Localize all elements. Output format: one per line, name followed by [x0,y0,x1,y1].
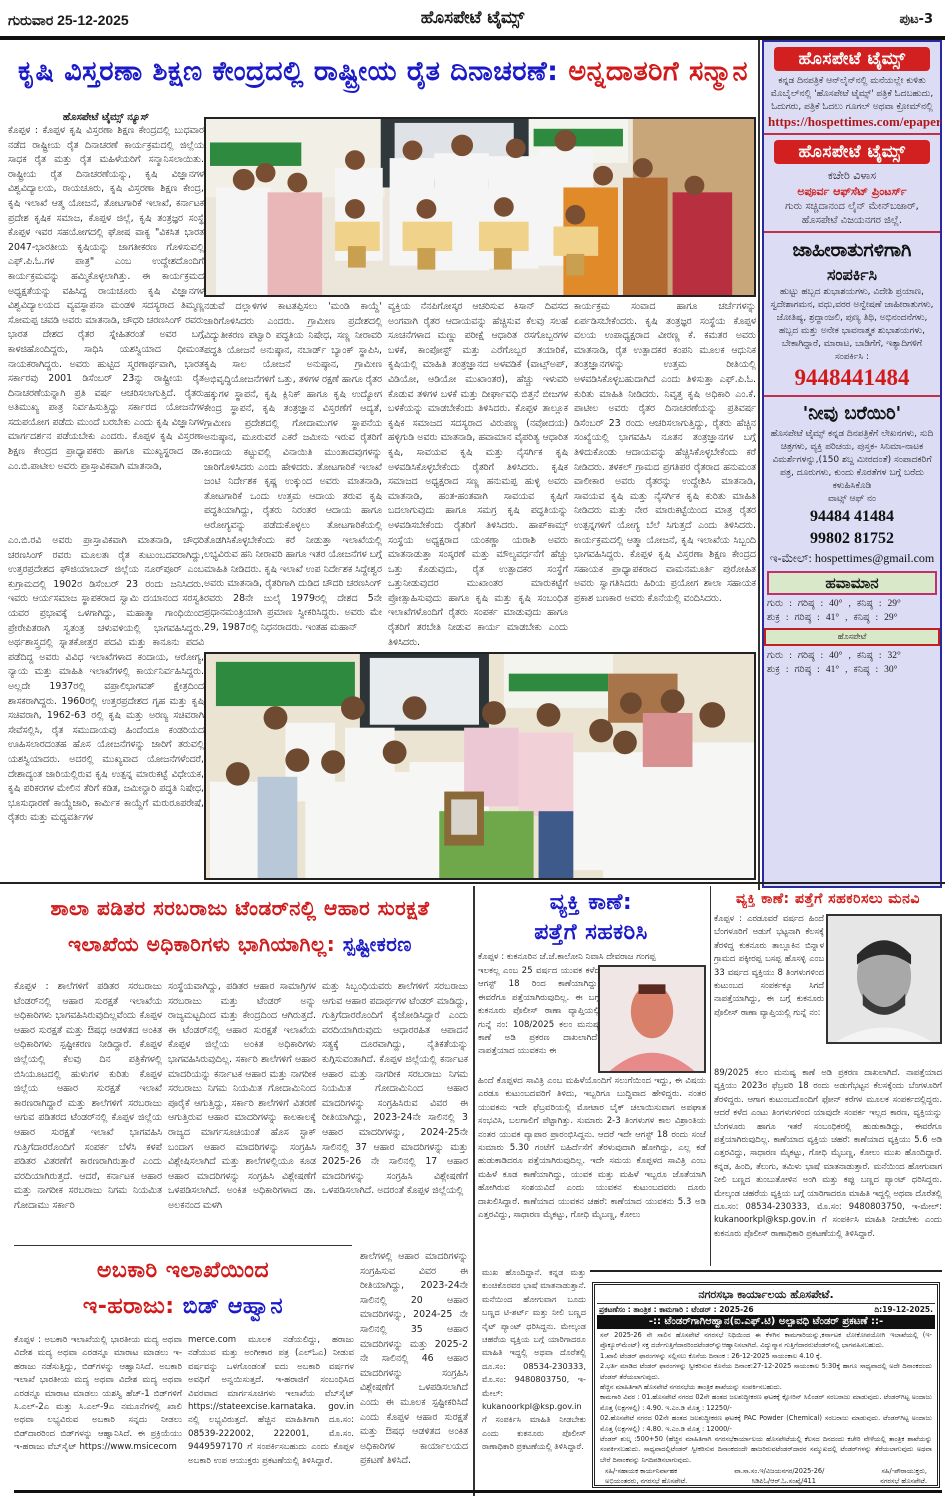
weather-max-label: ಗರಿಷ್ಠ [797,599,815,609]
weather-max-label: ಗರಿಷ್ಠ [797,651,815,661]
lead-body-col1-top: ಕೊಪ್ಪಳ : ಕೊಪ್ಪಳ ಕೃಷಿ ವಿಸ್ತರಣಾ ಶಿಕ್ಷಣ ಕೇಂದ್ರದಲ್ಲಿ ಬುಧವಾರ ನಡೆದ ರಾಷ್ಟ್ರೀಯ ರೈತ ದಿನಾಚರಣೆ ಕಾರ್ಯಕ್ರಮದಲ್ಲಿ ಜಿಲ್ಲೆಯ ಸಾಧಕ ರೈತ ಮತ್ತು ರೈತ ಮಹಿಳೆಯರಿಗೆ ಸನ್ಮಾನಿಸಲಾಯಿತು. ರಾಷ್ಟ್ರೀಯ ರೈತ ದಿನಾಚರಣೆಯನ್ನು, ಕೃಷಿ ವಿಜ್ಞಾನಗಳ ವಿಶ್ವವಿದ್ಯಾಲಯ, ರಾಯಚೂರು, ಕೃಷಿ ವಿಸ್ತರಣಾ ಶಿಕ್ಷಣ ಕೇಂದ್ರ, ಕೃಷಿ ಇಲಾಖೆ ಆತ್ಮ ಯೋಜನೆ, ತೋಟಗಾರಿಕೆ ಇಲಾಖೆ, ಕರ್ನಾಟಕ ಪ್ರದೇಶ ಕೃಷಿಕ ಸಮಾಜ, ಕೊಪ್ಪಳ ಜಿಲ್ಲೆ, ಕೃಷಿ ತಂತ್ರಜ್ಞರ ಸಂಸ್ಥೆ ಕೊಪ್ಪಳ ಇವರ ಸಹಯೋಗದಲ್ಲಿ ಘೋಷ ವಾಕ್ಯ "ವಿಕಸಿತ ಭಾರತ 2047-ಭಾರತೀಯ ಕೃಷಿಯನ್ನು ಜಾಗತೀಕರಣ ಗೊಳಿಸುವಲ್ಲಿ ಎಫ್.ಪಿ.ಓ.ಗಳ ಪಾತ್ರ" ಎಂಬ ಉದ್ದೇಶದೊಂದಿಗೆ ಕಾರ್ಯಕ್ರಮವನ್ನು ಹಮ್ಮಿಕೊಳ್ಳಲಾಗಿತ್ತು. ಈ ಕಾರ್ಯಕ್ರಮದ ಅಧ್ಯಕ್ಷತೆಯನ್ನು ವಹಿಸಿದ್ದ ರಾಯಚೂರು ಕೃಷಿ ವಿಜ್ಞಾನಗಳ ವಿಶ್ವವಿದ್ಯಾಲಯದ ವ್ಯವಸ್ಥಾಪನಾ ಮಂಡಳಿ ಸದಸ್ಯರಾದ ತಿಮ್ಮಣ್ಣ ಸೋಮಪ್ಪ ಚವಡಿ ಅವರು ಮಾತನಾಡಿ, ಚೌಧರಿ ಚರಣಸಿಂಗ್ ರವರು ಭಾರತ ದೇಶದ ರೈತರ ಸ್ನೇಹಿತರಂತೆ ಅವರ ಬಗ್ಗೆ ಕಾಳಜಿಹೊಂದಿದ್ದರು, ಸಾಧಿಸಿ ಯಶಸ್ವಿಯಾದ ಧೀಮಂತ ನಾಯಕರಾಗಿದ್ದರು. ಅವರು ಹುಟ್ಟಿದ ಸ್ಮರಣಾರ್ಥವಾಗಿ, ಭಾರತ ಸರ್ಕಾರವು 2001 ಡಿಸೆಂಬರ್ 23ನ್ನು ರಾಷ್ಟ್ರೀಯ ರೈತ ದಿನಾಚರಣೆಯನ್ನಾಗಿ ಪ್ರತಿ ವರ್ಷ ಆಚರಿಸಲಾಗುತ್ತಿದೆ. ರೈತರು ಅತಿಮುಖ್ಯ ಪಾತ್ರ ನಿರ್ವಹಿಸುತ್ತಿದ್ದು ಸರ್ಕಾರದ ಯೋಜನೆಗಳ ಸದುಪಯೋಗ ಪಡೆದು ಮುಂದೆ ಬರಬೇಕು ಎಂದು ಕೃಷಿ ವಿಜ್ಞಾನಿಗಳ ಮಾರ್ಗದರ್ಶನ ಪಡೆಯಬೇಕು ಎಂದರು. ಕೊಪ್ಪಳ ಕೃಷಿ ವಿಸ್ತರಣಾ ಶಿಕ್ಷಣ ಕೇಂದ್ರದ ಪ್ರಾಧ್ಯಾಪಕರು ಹಾಗೂ ಮುಖ್ಯಸ್ಥರಾದ ಡಾ. ಎಂ.ಬಿ.ಪಾಟೀಲ ಅವರು ಪ್ರಾಸ್ತಾವಿಕವಾಗಿ ಮಾತನಾಡಿ, [8,125,204,472]
missing1-body: ಹಿಂದೆ ಕೊಪ್ಪಳದ ಸಾವಿತ್ರಿ ಎಂಬ ಮಹಿಳೆಯೊಂದಿಗೆ ಸಲುಗೆಯಿಂದ ಇದ್ದು, ಈ ವಿಷಯ ಎರಡೂ ಕುಟುಂಬದವರಿಗೆ ತಿಳಿದು, ಇಬ್ಬರಿಗೂ ಬುದ್ದಿವಾದ ಹೇಳಿದ್ದರು. ನಂತರ ಯುವಕನು ಇದೇ ಫೆಬ್ರವರಿಯಲ್ಲಿ ಮೋಟಾರ ಬೈಕ್ ಚಲಾಯಿಸುವಾಗ ಅಪಘಾತ ಸಂಭವಿಸಿ, ಬಲಗಾಲಿಗೆ ಪೆಟ್ಟಾಗಿತ್ತು. ಸುಮಾರು 2-3 ತಿಂಗಳುಗಳ ಕಾಲ ವಿಶ್ರಾಂತಿಯ ನಂತರ ಯುವಕ ವ್ಯಾಪಾರ ಪ್ರಾರಂಭಿಸಿದ್ದನು. ಆದರೆ ಇದೇ ಆಗಸ್ಟ್ 18 ರಂದು ಸಂಜೆ ಸುಮಾರು 5.30 ಗಂಟೆಗೆ ಬಹಿರ್ದೆಸೆಗೆ ತೆರಳುವುದಾಗಿ ಹೋಗಿದ್ದು, ಎಲ್ಲ ಕಡೆ ಹುಡುಕಾಡಿದರೂ ಪತ್ತೆಯಾಗಿರುವುದಿಲ್ಲ. ಇದೇ ಸಮಯ ಕೊಪ್ಪಳದ ಸಾವಿತ್ರಿ ಎಂಬ ಮಹಿಳೆ ಕೂಡ ಕಾಣೆಯಾಗಿದ್ದು, ಯುವಕ ಮತ್ತು ಮಹಿಳೆ ಇಬ್ಬರೂ ಜೊತೆಯಾಗಿ ಹೋಗಿರುವ ಸಂಶಯವಿದೆ ಎಂದು ಯುವಕನ ಕುಟುಂಬದವರು ದೂರು ದಾಖಲಿಸಿದ್ದಾರೆ. ಕಾಣೆಯಾದ ಯುವಕನ ಚಹರೆ: ಕಾಣೆಯಾದ ಯುವಕನು 5.3 ಅಡಿ ಎತ್ತರವಿದ್ದು, ಸಾಧಾರಣ ಮೈಕಟ್ಟು, ಗೋಧಿ ಮೈಬಣ್ಣ, ಕೋಲು [478,1076,706,1221]
excise-body-col2: merce.com ಮೂಲಕ ನಡೆಯಲಿದ್ದು, ಹರಾಜು ನಡೆಯುವ ಮತ್ತು ಅಂಗೀಕಾರ ಪತ್ರ (ಎಲ್‌ಓಎ) ನೀಡುವ ವರ್ಷವನ್ನು ಒಳಗೊಂಡಂತೆ ಐದು ಅಬಕಾರಿ ವರ್ಷಗಳ ಅವಧಿಗೆ ಅನ್ವಯಿಸುತ್ತದೆ. ಇ-ಹರಾಜಿಗೆ ಸಂಬಂಧಿಸಿದ ವಿವರವಾದ ಮಾರ್ಗಸೂಚಿಗಳು ಇಲಾಖೆಯ ವೆಬ್‌ಸೈಟ್ https://stateexcise.karnataka. gov.in ನಲ್ಲಿ ಲಭ್ಯವಿರುತ್ತದೆ. ಹೆಚ್ಚಿನ ಮಾಹಿತಿಗಾಗಿ ದೂ.ಸಂ: 08539-222002, 222001, ಮೊ.ಸಂ. 9449597170 ಗೆ ಸಂಪರ್ಕಿಸಬಹುದು ಎಂದು ಕೊಪ್ಪಳ ಅಬಕಾರಿ ಉಪ ಆಯುಕ್ತರು ಪ್ರಕಟಣೆಯಲ್ಲಿ ತಿಳಿಸಿದ್ದಾರೆ. [188,1335,354,1466]
food-body-col2: ಸಂಸ್ಥೆಯವಾಗಿದ್ದು, ಪಡಿತರ ಆಹಾರ ಸಾಮಾಗ್ರಿಗಳ ಸರಬರಾಜು ಮತ್ತು ಟೆಂಡರ್ ಅನ್ನು ರಾಜ್ಯಮಟ್ಟದಿಂದ ಮತ್ತು ಕೇಂದ್ರದಿಂದ ಆಗಿರುತ್ತದೆ. ಈ ಟೆಂಡರ್‌ನಲ್ಲಿ ಆಹಾರ ಸುರಕ್ಷತೆ ಇಲಾಖೆಯ ಕೊಪ್ಪಳ ಜಿಲ್ಲೆಯ ಅಂಕಿತ ಅಧಿಕಾರಿಗಳು ಭಾಗವಹಿಸಿರುವುದಿಲ್ಲ. ಸರ್ಕಾರಿ ಶಾಲೆಗಳಿಗೆ ಆಹಾರ ಮಾದರಿಯನ್ನು ಕರ್ನಾಟಕ ಆಹಾರ ಮತ್ತು ನಾಗರೀಕ ಸರಬರಾಜು ನಿಗಮ ನಿಯಮಿತ ಗೋದಾಮಿನಿಂದ ಪೂರೈಕೆ ಆಗುತ್ತಿದ್ದು, ಸರ್ಕಾರಿ ಶಾಲೆಗಳಿಗೆ ವಿತರಣೆ ಆಗುತ್ತಿರುವ ಆಹಾರ ಮಾದರಿಗಳನ್ನು ಕಾಲಕಾಲಕ್ಕೆ ರಾಜ್ಯದ ಮಾರ್ಗಸೂಚಿಯಂತೆ ಹೊಸ ಸ್ಟಾಕ್ ಬಂದಾಗ ಆಹಾರ ಮಾದರಿಗಳನ್ನು ಸಂಗ್ರಹಿಸಿ ವಿಶ್ಲೇಷಿಸಲಾಗಿದೆ ಮತ್ತು ಶಾಲೆಗಳಲ್ಲಿಯೂ ಕೂಡ ಆಹಾರ ಮಾದರಿಗಳನ್ನು ಸಂಗ್ರಹಿಸಿ ವಿಶ್ಲೇಷಣೆಗೆ ಒಳಪಡಿಸಲಾಗಿದೆ. ಅಂಕಿತ ಅಧಿಕಾರಿಗಳಾದ ಡಾ. ಅಲಕನಂದ ಮಳಗಿ [168,981,316,1211]
weather-min: 32° [887,651,901,661]
lead-headline-red: ಅನ್ನದಾತರಿಗೆ ಸನ್ಮಾನ [568,56,749,87]
weather-box [764,571,940,677]
sig-right-1: ಸಹಿ/-ಪೌರಾಯುಕ್ತರು, [881,1467,927,1476]
lead-photo-felicitation [204,117,756,297]
lead-body-col3: ವ್ಯಕ್ತಿಯ ನೆನಪಿಗೋಸ್ಕರ ಆಚರಿಸುವ ಕಿಸಾನ್ ದಿವಸದ ಅಂಗವಾಗಿ ರೈತರ ಆದಾಯವನ್ನು ಹೆಚ್ಚಿಸುವ ಕೆಲವು ಸಲಹೆ ಸೂಚನೆಗಳಾದ ಮಣ್ಣು ಪರೀಕ್ಷೆ ಆಧಾರಿತ ರಸಗೊಬ್ಬರಗಳ ಬಳಕೆ, ಕಾಂಪೋಸ್ಟ್ ಮತ್ತು ಎರೆಗೊಬ್ಬರ ತಯಾರಿಕೆ, ಕೃಷಿಯಲ್ಲಿ ಮಾಹಿತಿ ತಂತ್ರಜ್ಞಾನದ ಅಳವಡಿಕೆ (ವಾಟ್ಸ್‌ಅಪ್, ವಿಡಿಯೋ, ಆಡಿಯೋ ಮುಖಾಂತರ), ಹೆಚ್ಚು ಇಳುವರಿ ಕೊಡುವ ತಳಿಗಳ ಬಳಕೆ ಮತ್ತು ದೀರ್ಘಾವಧಿ ಬಿತ್ತನೆ ಬೀಜಗಳ ಬಳಕೆಯನ್ನು ಮಾಡಬೇಕೆಂದು ತಿಳಿಸಿದರು. ಕೊಪ್ಪಳ ತಾಲ್ಲೂಕ ಕೃಷಿಕ ಸಮಾಜದ ಸದಸ್ಯರಾದ ವಿರುಪಣ್ಣ (ನವೋದಯ) ಹಳ್ಳಿಗುಡಿ ಅವರು ಮಾತನಾಡಿ, ಹವಾಮಾನ ವೈಪರಿತ್ಯ ಆಧಾರಿತ ಕೃಷಿ, ಸಾವಯವ ಕೃಷಿ ಮತ್ತು ನೈಸರ್ಗಿಕ ಕೃಷಿ ಅಳವಡಿಸಿಕೊಳ್ಳಬೇಕೆಂದು ರೈತರಿಗೆ ತಿಳಿಸಿದರು. ಕೃಷಿಕ ಸಮಾಜದ ಅಧ್ಯಕ್ಷರಾದ ಸಣ್ಣ ಹನುಮಪ್ಪ ಹುಳ್ಳಿ ಅವರು ಮಾತನಾಡಿ, ಹಂತ-ಹಂತವಾಗಿ ಸಾವಯವ ಕೃಷಿಗೆ ಬದಲಾಗುವುದು ಹಾಗೂ ಸಮಗ್ರ ಕೃಷಿ ಪದ್ಧತಿಯನ್ನು ಅಳವಡಿಸಬೇಕೆಂದು ರೈತರಿಗೆ ತಿಳಿಸಿದರು. ಹಾಪ್‌ಕಾಮ್ಸ್ ಸಂಸ್ಥೆಯ ಅಧ್ಯಕ್ಷರಾದ ಯಂಕಣ್ಣಾ ಯರಾಶಿ ಅವರು ಮಾತನಾಡುತ್ತಾ ಸಂಸ್ಕರಣೆ ಮತ್ತು ಮೌಲ್ಯವರ್ಧನೆಗೆ ಹೆಚ್ಚು ಒತ್ತು ಕೊಡುವುದು, ರೈತ ಉತ್ಪಾದಕರ ಸಂಸ್ಥೆಗೆ ಒತ್ತುನೀಡುವುದರ ಮುಖಾಂತರ ಮಾರುಕಟ್ಟೆಗೆ ಪ್ರೋತ್ಸಾಹಿಸುವುದು ಹಾಗೂ ಕೃಷಿ ಮತ್ತು ಕೃಷಿ ಸಂಬಂಧಿತ ಇಲಾಖೆಗಳೊಂದಿಗೆ ರೈತರು ಸಂಪರ್ಕ ಮಾಡುವುದು ಹಾಗೂ ರೈತರಿಗೆ ತರಬೇತಿ ನೀಡುವ ಕಾರ್ಯ ಮಾಡಬೇಕು ಎಂದು ತಿಳಿಸಿದರು. [388,301,568,648]
weather-heading: ಹವಾಮಾನ [767,571,937,595]
weather-city-row: ಶುಕ್ರ : ಗರಿಷ್ಠ : 41° , ಕನಿಷ್ಠ : 30° [767,665,898,675]
notice-item-2: 2.ಭರ್ತಿ ಮಾಡಿದ ಟೆಂಡರ್ ಫಾರಂಗಳನ್ನು ಸ್ವೀಕರಿಸುವ ಕೊನೆಯ ದಿನಾಂಕ:27-12-2025 ಸಾಯಂಕಾಲ 5:30ಕ್ಕೆ ಹಾಗೂ ಸಾಧ್ಯವಾದಲ್ಲಿ ಅದೇ ದಿನಾಂಕದಂದು ಟೆಂಡರ್ ತೆರೆಯಲಾಗುವುದು. [600,1362,932,1381]
weather-min-label: ಕನಿಷ್ಠ [853,665,870,675]
food-headline-line2-red: ಇಲಾಖೆಯ ಅಧಿಕಾರಿಗಳು ಭಾಗಿಯಾಗಿಲ್ಲ: [68,932,336,956]
missing1-headline-line1: ವ್ಯಕ್ತಿ ಕಾಣೆ: [549,890,633,915]
email-address[interactable]: hospettimes@gmail.com [814,551,935,565]
lead-body-col1-bottom: ಎಂ.ಬಿ.ರವಿ ಅವರು ಪ್ರಾಸ್ತಾವಿಕವಾಗಿ ಮಾತನಾಡಿ, ಚೌಧರಿ ಚರಣಸಿಂಗ್ ರವರು ಮೂಲತಃ ರೈತ ಕುಟುಂಬದವರಾಗಿದ್ದು, ಉತ್ತರಪ್ರದೇಶದ ಘೌಜಿಯಾಬಾದ್ ಜಿಲ್ಲೆಯ ನೂರ್‌ಪೂರ್ ಎಂಬ ಕುಗ್ರಾಮದಲ್ಲಿ 1902ರ ಡಿಸೆಂಬರ್ 23 ರಂದು ಜನಿಸಿದರು. ಇವರು ಆರ್ಯಸಮಾಜ ಸ್ಥಾಪಕರಾದ ಸ್ವಾಮಿ ದಯಾನಂದ ಸರಸ್ವತಿ ಯವರ ಪ್ರಭಾವಕ್ಕೆ ಒಳಗಾಗಿದ್ದು, ಮಹಾತ್ಮಾ ಗಾಂಧಿಯಿಂದ ಪ್ರೇರೇಪಿತರಾಗಿ ಸ್ವತಂತ್ರ ಚಳುವಳಿಯಲ್ಲಿ ಭಾಗವಹಿಸಿದ್ದರು. ಅರ್ಥಶಾಸ್ತ್ರದಲ್ಲಿ ಸ್ನಾತಕೋತ್ತರ ಪದವಿ ಮತ್ತು ಕಾನೂನು ಪದವಿ ಪಡೆದಿದ್ದ ಅವರು ವಿವಿಧ ಇಲಾಖೆಗಳಾದ ಕಂದಾಯ, ಆರೋಗ್ಯ, ನ್ಯಾಯ ಮತ್ತು ಮಾಹಿತಿ ಇಲಾಖೆಗಳಲ್ಲಿ ಕಾರ್ಯನಿರ್ವಹಿಸಿದ್ದರು. ಅಲ್ಲದೇ 1937ರಲ್ಲಿ ವಪ್ರಾಲಿಭಾಗವತ್ ಕ್ಷೇತ್ರದಿಂದ ಶಾಸಕರಾಗಿದ್ದರು. 1960ರಲ್ಲಿ ಉತ್ತರಪ್ರದೇಶದ ಗೃಹ ಮತ್ತು ಕೃಷಿ ಸಚಿವರಾಗಿ, 1962-63 ರಲ್ಲಿ ಕೃಷಿ ಮತ್ತು ಅರಣ್ಯ ಸಚಿವರಾಗಿ ಸೇವೆಸಲ್ಲಿಸಿ, ರೈತ ಸಮುದಾಯವು ಹಿಂದೆಂದೂ ಕಂಡರಿಯದ ಊಹಿಸಲಾರದಂತಹ ಹೊಸ ಯೋಜನೆಗಳನ್ನು ಜಾರಿಗೆ ತರುವಲ್ಲಿ ಯಶಸ್ವಿಯಾದರು. ಅದರಲ್ಲಿ ಮುಖ್ಯವಾದ ಯೋಜನೆಗಳೆಂದರೆ, ದೇಶಾದ್ಯಂತ ಜಾರಿಯಲ್ಲಿರುವ ಕೃಷಿ ಉತ್ಪನ್ನ ಮಾರುಕಟ್ಟೆ ವಿಧೇಯಕ, ಕೃಷಿ ಪರಿಕರಗಳ ಮೇಲಿನ ತೆರಿಗೆ ಕಡಿತ, ಜಮೀನ್ದಾರಿ ಪದ್ಧತಿ ನಿಷೇಧ, ಭೂಸುಧಾರಣೆ ಕಾಯ್ದೆಜಾರಿ, ಕಾರ್ಮಿಕ ಕಾಯ್ದೆಗೆ ಮರುರೂಪರೇಷೆ, ರೈತರು ಮತ್ತು ಮಧ್ಯವರ್ತಿಗಳ [8,535,204,824]
sig-left-2: ಅಭಿಯಂತರರು, ನಗರಸಭೆ ಹೊಸಪೇಟೆ. [605,1477,688,1486]
missing2-headline: ವ್ಯಕ್ತಿ ಕಾಣೆ: ಪತ್ತೆಗೆ ಸಹಕರಿಸಲು ಮನವಿ [736,891,920,907]
notice-office: ನಗರಸಭಾ ಕಾರ್ಯಾಲಯ ಹೊಸಪೇಟೆ. [597,1287,935,1304]
tender-notice [592,1282,940,1488]
ads-heading: ಜಾಹೀರಾತುಗಳಿಗಾಗಿ [792,239,912,261]
section-divider [0,882,945,884]
ads-subheading: ಸಂಪರ್ಕಿಸಿ [826,265,878,284]
lead-byline: ಹೊಸಪೇಟೆ ಟೈಮ್ಸ್ ನ್ಯೂಸ್ [62,112,150,123]
weather-max: 40° [829,599,843,609]
write-to-us [764,397,940,569]
masthead [0,0,945,38]
excise-headline-line2 [14,1290,352,1324]
lead-body-col4: ಕಾರ್ಯಕ್ರಮ ಸಂವಾದ ಹಾಗೂ ಚರ್ಚೆಗಳನ್ನು ಏರ್ಪಡಿಸಬೇಕೆಂದರು. ಕೃಷಿ ತಂತ್ರಜ್ಞರ ಸಂಸ್ಥೆಯ ಕೊಪ್ಪಳ ವಲಯ ಉಪಾಧ್ಯಕ್ಷರಾದ ವೀರಣ್ಣ ಕೆ. ಕಮತರ ಅವರು ಮಾತನಾಡಿ, ರೈತ ಉತ್ಪಾದಕರ ಕಂಪನಿ ಮೂಲಕ ಆಧುನಿಕ ತಂತ್ರಜ್ಞಾನಗಳನ್ನು ಉತ್ತಮ ರೀತಿಯಲ್ಲಿ ಅಳವಡಿಸಿಕೊಳ್ಳಬಹುದಾಗಿದೆ ಎಂದು ತಿಳಿಸುತ್ತಾ ಎಫ್.ಪಿ.ಓ. ಕುರಿತು ಮಾಹಿತಿ ನೀಡಿದರು. ನಿವೃತ್ತ ಕೃಷಿ ಅಧಿಕಾರಿ ಎಂ.ಕೆ. ಪಾಟೀಲ ಅವರು ರೈತರ ದಿನಾಚರಣೆಯನ್ನು ಪ್ರತಿವರ್ಷ ಡಿಸೆಂಬರ್ 23 ರಂದು ಆಚರಿಸಲಾಗುತ್ತಿದ್ದು, ರೈತರು ಹೆಚ್ಚಿನ ಸಂಖ್ಯೆಯಲ್ಲಿ ಭಾಗವಹಿಸಿ ನೂತನ ತಂತ್ರಜ್ಞಾನಗಳ ಬಗ್ಗೆ ತಿಳಿದುಕೊಂಡು ಆದಾಯವನ್ನು ಹೆಚ್ಚಿಸಿಕೊಳ್ಳಬೇಕೆಂದು ಕರೆ ನೀಡಿದರು. ತಳಕಲ್ ಗ್ರಾಮದ ಪ್ರಗತಿಪರ ರೈತರಾದ ಹನುಮಂತ ವಾಲೀಕಾರ ಅವರು ರೈತರನ್ನು ಉದ್ದೇಶಿಸಿ ಮಾತನಾಡಿ, ಸಾವಯವ ಕೃಷಿ ಮತ್ತು ನೈಸರ್ಗಿಕ ಕೃಷಿ ಕುರಿತು ಮಾಹಿತಿ ನೀಡಿದರು ಮತ್ತು ನೇರ ಮಾರುಕಟ್ಟೆಯಿಂದ ಮಾತ್ರ ರೈತರ ಉತ್ಪನ್ನಗಳಿಗೆ ಯೋಗ್ಯ ಬೆಲೆ ಸಿಗುತ್ತದೆ ಎಂದು ತಿಳಿಸಿದರು. ಕಾರ್ಯಕ್ರಮದಲ್ಲಿ ಆತ್ಮಾ ಯೋಜನೆ, ಕೃಷಿ ಇಲಾಖೆಯ ಸಿಬ್ಬಂದಿ ಭಾಗವಹಿಸಿದ್ದರು. ಕೊಪ್ಪಳ ಕೃಷಿ ವಿಸ್ತರಣಾ ಶಿಕ್ಷಣ ಕೇಂದ್ರದ ಸಹಾಯಕ ಪ್ರಾಧ್ಯಾಪಕರಾದ ವಾಮನಮೂರ್ತಿ ಪುರೋಹಿತ ಅವರು ಸ್ವಾಗತಿಸಿದರು ಹಿರಿಯ ಪ್ರಯೋಗ ಶಾಲಾ ಸಹಾಯಕ ಪ್ರಕಾಶ ಬಣಕಾರ ಅವರು ಕೊನೆಯಲ್ಲಿ ವಂದಿಸಿದರು. [574,301,756,604]
weather-day: ಶುಕ್ರ [767,665,780,675]
notice-work-2: 02.ಹೊಸಪೇಟೆ ನಗರದ 02ನೇ ಹಂತದ ಜಲಶುದ್ಧೀಕರಣ ಘಟಕಕ್ಕೆ PAC Powder (Chemical) ಸರಬರಾಜು ಮಾಡುವುದು. ಟೆಂಡರ್‌ಗಿಟ್ಟ ಅಂದಾಜು ಮೊತ್ತ (ಲಕ್ಷಗಳಲ್ಲಿ) : 4.80. ಇ.ಎಂ.ಡಿ ಮೊತ್ತ : 12000/- [600,1414,932,1433]
sig-mid-1: ವಾ.ಸಾ.ಸಂ.ಇ/ವಿಜಯನಗರ/2025-26/ [734,1467,825,1476]
tribute-photo-illustration [206,654,754,878]
notice-more-info: ಹೆಚ್ಚಿನ ಮಾಹಿತಿಗಾಗಿ ಹೊಸಪೇಟೆ ನಗರಸಭೆಯ ತಾಂತ್ರಿಕ ಶಾಖೆಯನ್ನು ಸಂಪರ್ಕಿಸಬಹುದು. [600,1383,782,1392]
ads-contact-label: ಸಂಪರ್ಕಿಸಿ : [834,352,870,362]
issue-date: ಗುರುವಾರ 25-12-2025 [8,12,129,28]
weather-max: 41° [825,665,840,675]
contact-email [768,550,936,566]
weather-max: 40° [829,651,843,661]
weather-min-label: ಕನಿಷ್ಠ [856,651,873,661]
missing1-lead: ಕೊಪ್ಪಳ : ಕುಕನೂರಿನ ಜೆ.ಜೆ.ಕಾಲೋನಿ ನಿವಾಸಿ ದೇವರಾಜ ಗಂಗಪ್ಪ [478,952,656,962]
excise-headline-line2-blue: ಬಿಡ್ ಆಹ್ವಾನ [182,1294,284,1319]
weather-row: ಶುಕ್ರ : ಗರಿಷ್ಠ : 41° , ಕನಿಷ್ಠ : 29° [767,613,898,623]
page-bottom-rule [14,1490,942,1493]
notice-date: ದಿ:19-12-2025. [874,1305,933,1314]
page-number: ಪುಟ-3 [899,12,933,27]
write-text: ಹೊಸಪೇಟೆ ಟೈಮ್ಸ್ ಕನ್ನಡ ದಿನಪತ್ರಿಕೆಗೆ ಲೇಖನಗಳು, ಸುದಿ ಚಿತ್ರಗಳು, ವ್ಯಕ್ತಿ ಪರಿಚಯ, ಪುಸ್ತಕ- ಸಿನಿಮಾ-ನಾಟಕ ವಿಮರ್ಶೆಗಳನ್ನು,(150 ಶಬ್ದ ಮೀರದಂತೆ) ಸಂಪಾದಕರಿಗೆ ಪತ್ರ, ದೂರುಗಳು, ಕುಂದು ಕೊರತೆಗಳ ಬಗ್ಗೆ ಬರೆದು ಕಳುಹಿಸಿಕೊಡಿ [770,429,934,491]
office-logo: ಹೊಸಪೇಟೆ ಟೈಮ್ಸ್ [774,140,930,164]
food-headline-line1: ಶಾಲಾ ಪಡಿತರ ಸರಬರಾಜು ಟೆಂಡರ್‌ನಲ್ಲಿ ಆಹಾರ ಸುರಕ್ಷತೆ [50,896,430,920]
felicitation-photo-illustration [206,119,754,295]
missing2-body: 89/2025 ಕಲಂ ಮನುಷ್ಯ ಕಾಣೆ ಅಡಿ ಪ್ರಕರಣ ದಾಖಲಾಗಿದೆ. ನಾಪತ್ತೆಯಾದ ವ್ಯಕ್ತಿಯು 2023ರ ಫೆಬ್ರವರಿ 18 ರಂದು ಅಡುಗೆಭಟ್ಟನ ಕೆಲಸಕ್ಕೆಂದು ಬೆಂಗಳೂರಿಗೆ ತೆರಳಿದ್ದರು. ಆಗಾಗ ಕುಟುಂಬದೊಂದಿಗೆ ಫೋನ್ ಕರೆಗಳ ಮೂಲಕ ಸಂಪರ್ಕದಲ್ಲಿದ್ದರು. ಆದರೆ ಕಳೆದ ಎಂಟು ತಿಂಗಳುಗಳಿಂದ ಯಾವುದೇ ಸಂಪರ್ಕ ಇಲ್ಲದ ಕಾರಣ, ವ್ಯಕ್ತಿಯನ್ನು ಬೆಂಗಳೂರು ಹಾಗೂ ಇತರೆ ಸಂಬಂಧಿಕರಲ್ಲಿ ಹುಡುಕಾಡಿದ್ದು, ಈವರೆಗೂ ಪತ್ತೆಯಾಗಿರುವುದಿಲ್ಲ. ಕಾಣೆಯಾದ ವ್ಯಕ್ತಿಯ ಚಹರೆ: ಕಾಣೆಯಾದ ವ್ಯಕ್ತಿಯು 5.6 ಅಡಿ ಎತ್ತರವಿದ್ದು, ಸಾಧಾರಣ ಮೈಕಟ್ಟು, ಗೋಧಿ ಮೈಬಣ್ಣ, ಕೋಲು ಮುಖ ಹೊಂದಿದ್ದಾರೆ. ಕನ್ನಡ, ಹಿಂದಿ, ತೆಲುಗು, ತಮಿಳು ಭಾಷೆ ಮಾತನಾಡುತ್ತಾರೆ. ಮನೆಯಿಂದ ಹೋಗುವಾಗ ನೀಲಿ ಬಣ್ಣದ ತುಂಬುತೋಳಿನ ಅಂಗಿ ಮತ್ತು ಕಪ್ಪು ಬಣ್ಣದ ಪ್ಯಾಂಟ್ ಧರಿಸಿದ್ದರು. ಮೇಲ್ಕಂಡ ಚಹರೆಯ ವ್ಯಕ್ತಿಯ ಬಗ್ಗೆ ಯಾರಿಗಾದರೂ ಮಾಹಿತಿ ಇದ್ದಲ್ಲಿ ಅಥವಾ ದೊರೆತಲ್ಲಿ ದೂ.ಸಂ: 08534-230333, ಮೊ.ಸಂ: 9480803750, ಇ-ಮೇಲ್: kukanoorkpl@ksp.gov.in ಗೆ ಸಂಪರ್ಕಿಸಿ ಮಾಹಿತಿ ನೀಡಬೇಕು ಎಂದು ಕುಕನೂರು ಪೊಲೀಸ್ ಠಾಣಾಧಿಕಾರಿ ಪ್ರಕಟಣೆಯಲ್ಲಿ ತಿಳಿಸಿದ್ದಾರೆ. [714,1067,942,1238]
weather-max-label: ಗರಿಷ್ಠ [794,613,812,623]
epaper-link[interactable]: https://hospettimes.com/epaper [768,114,942,129]
excise-headline-line1: ಅಬಕಾರಿ ಇಲಾಖೆಯಿಂದ [96,1258,270,1283]
weather-max-label: ಗರಿಷ್ಠ [794,665,812,675]
missing2-photo [826,914,942,1044]
epaper-text: ಕನ್ನಡ ದಿನಪತ್ರಿಕೆ ಆನ್‌ಲೈನ್‌ನಲ್ಲಿ ಮನೆಯಲ್ಲೇ ಕುಳಿತು ಮೊಬೈಲ್‌ನಲ್ಲಿ 'ಹೊಸಪೇಟೆ ಟೈಮ್ಸ್' ಪತ್ರಿಕೆ ಓದಬಹುದು, ಓದುಗರು, ಪತ್ರಿಕೆ ಓದಲು ಗೂಗಲ್ ಅಥವಾ ಕ್ರೋಮ್‌ನಲ್ಲಿ [770,76,934,112]
weather-day: ಶುಕ್ರ [767,613,780,623]
weather-min: 29° [887,599,901,609]
ads-phone[interactable]: 9448441484 [794,365,910,390]
lead-headline [8,50,758,94]
ads-contact [764,233,940,397]
food-body-col3-cont: ಶಾಲೆಗಳಲ್ಲಿ ಆಹಾರ ಮಾದರಿಗಳನ್ನು ಸಂಗ್ರಹಿಸುವ ವಿವರ ಈ ರೀತಿಯಾಗಿದ್ದು, 2023-24ನೇ ಸಾಲಿನಲ್ಲಿ 20 ಆಹಾರ ಮಾದರಿಗಳನ್ನು, 2024-25 ನೇ ಸಾಲಿನಲ್ಲಿ 35 ಆಹಾರ ಮಾದರಿಗಳನ್ನು ಮತ್ತು 2025-2 ನೇ ಸಾಲಿನಲ್ಲಿ 46 ಆಹಾರ ಮಾದರಿಗಳನ್ನು ಸಂಗ್ರಹಿಸಿ ವಿಶ್ಲೇಷಣೆಗೆ ಒಳಪಡಿಸಲಾಗಿದೆ ಎಂದು ಈ ಮೂಲಕ ಸ್ಪಷ್ಟೀಕರಿಸಿದೆ ಎಂದು ಕೊಪ್ಪಳ ಆಹಾರ ಸುರಕ್ಷತೆ ಮತ್ತು ಔಷಧ ಆಡಳಿತದ ಅಂಕಿತ ಅಧಿಕಾರಿಗಳ ಕಾರ್ಯಾಲಯದ ಪ್ರಕಟಣೆ ತಿಳಿಸಿದೆ. [360,1251,468,1467]
missing1-body-beside-photo: ಇಲಕಲ್ಲ ಎಂಬ 25 ವರ್ಷದ ಯುವಕ ಕಳೆದ ಆಗಸ್ಟ್ 18 ರಿಂದ ಕಾಣೆಯಾಗಿದ್ದು, ಈವರೆಗೂ ಪತ್ತೆಯಾಗಿರುವುದಿಲ್ಲ. ಈ ಬಗ್ಗೆ ಕುಕನೂರು ಪೊಲೀಸ್ ಠಾಣಾ ವ್ಯಾಪ್ತಿಯಲ್ಲಿ ಗುನ್ನೆ ನಂ: 108/2025 ಕಲಂ ಮನುಷ್ಯ ಕಾಣೆ ಅಡಿ ಪ್ರಕರಣ ದಾಖಲಾಗಿದೆ. ನಾಪತ್ತೆಯಾದ ಯುವಕನು ಈ [478,966,600,1057]
missing1-headline-line2: ಪತ್ತೆಗೆ ಸಹಕರಿಸಿ [534,920,648,945]
section-divider [590,1270,942,1272]
epaper-logo: ಹೊಸಪೇಟೆ ಟೈಮ್ಸ್ [774,47,930,71]
notice-banner: -:: ಟೆಂಡರ್‌ಗಾಗಿಆಹ್ವಾನ(ಐ.ಎಫ್.ಟಿ) ಅಲ್ಪಾವಧಿ ಟೆಂಡರ್ ಪ್ರಕಟಣೆ ::- [597,1315,935,1329]
missing1-body-cont: ಮುಖ ಹೊಂದಿದ್ದಾನೆ. ಕನ್ನಡ ಮತ್ತು ಕುಂಚಿಕೊರವರ ಭಾಷೆ ಮಾತನಾಡುತ್ತಾನೆ. ಮನೆಯಿಂದ ಹೋಗುವಾಗ ಬೂದು ಬಣ್ಣದ ಟಿ-ಶರ್ಟ್ ಮತ್ತು ನೀಲಿ ಬಣ್ಣದ ನೈಟ್ ಪ್ಯಾಂಟ್ ಧರಿಸಿದ್ದನು. ಮೇಲ್ಕಂಡ ಚಹರೆಯ ವ್ಯಕ್ತಿಯ ಬಗ್ಗೆ ಯಾರಿಗಾದರೂ ಮಾಹಿತಿ ಇದ್ದಲ್ಲಿ ಅಥವಾ ದೊರೆತಲ್ಲಿ ದೂ.ಸಂ: 08534-230333, ಮೊ.ಸಂ: 9480803750, ಇ-ಮೇಲ್: kukanoorkpl@ksp.gov.in ಗೆ ಸಂಪರ್ಕಿಸಿ ಮಾಹಿತಿ ನೀಡಬೇಕು ಎಂದು ಕುಕನೂರು ಪೊಲೀಸ್ ಠಾಣಾಧಿಕಾರಿ ಪ್ರಕಟಣೆಯಲ್ಲಿ ತಿಳಿಸಿದ್ದಾರೆ. [482,1267,586,1452]
office-address-text: ಗುರು ಸಚ್ಚಿದಾನಂದ ಲೈನ್ ಮೇನ್‌ಬಜಾರ್, ಹೊಸಪೇಟೆ ವಿಜಯನಗರ ಜಿಲ್ಲೆ. [785,201,919,226]
lead-photo-tribute [204,652,756,880]
whatsapp-number-1[interactable]: 94484 41484 [810,508,894,525]
sig-left-1: ಸಹಿ/-ಸಹಾಯಕ ಕಾರ್ಯನಿರ್ವಾಹಕ [605,1467,678,1476]
sig-right-2: ನಗರಸಭೆ ಹೊಸಪೇಟೆ. [880,1477,927,1486]
newspaper-title: ಹೊಸಪೇಟೆ ಟೈಮ್ಸ್ [420,8,525,28]
weather-min: 30° [884,665,898,675]
notice-work-1: ಕಾಮಗಾರಿ ವಿವರ : 01.ಹೊಸಪೇಟೆ ನಗರದ 02ನೇ ಹಂತದ ಜಲಶುದ್ಧೀಕರಣ ಘಟಕಕ್ಕೆ ಕ್ಲೋರಿನ್ ಸಿಲಿಂಡರ್ ಸರಬರಾಜು ಮಾಡುವುದು. ಟೆಂಡರ್‌ಗಿಟ್ಟ ಅಂದಾಜು ಮೊತ್ತ (ಲಕ್ಷಗಳಲ್ಲಿ) : 4.90. ಇ.ಎಂ.ಡಿ ಮೊತ್ತ : 12250/- [600,1393,932,1412]
weather-min-label: ಕನಿಷ್ಠ [853,613,870,623]
story-divider [14,1245,352,1246]
notice-ref-number: ಪ್ರಕಟಣೆಸಂ : ತಾಂತ್ರಿಕ : ಕಾಮಗಾರಿ : ಟೆಂಡರ್ : 2025-26 [599,1305,754,1314]
email-label: ಇ-ಮೇಲ್: [769,551,812,565]
ads-text: ಹುಟ್ಟು ಹಬ್ಬದ ಶುಭಾಶಯಗಳು, ವಿದೇಶಿ ಪ್ರಯಾಣ, ಸ್ವದೇಶಾಗಮನ, ವಧು,ವರರ ಅನ್ವೇಷಣೆ ಜಾಹೀರಾತುಗಳು, ಜೋತಿಷ್ಯ, ಶ್ರದ್ಧಾಂಜಲಿ, ಪುಣ್ಯ ತಿಥಿ, ಅಭಿನಂದನೆಗಳು, ಹಬ್ಬದ ಮತ್ತು ಅನೇಕ ಭಾವನಾತ್ಮಕ ಶುಭಾಶಯಗಳು, ಬೇಕಾಗಿದ್ದಾರೆ, ಮಾರಾಟ, ಬಾಡಿಗೆಗೆ, ಇತ್ಯಾದಿಗಳಿಗೆ [770,287,934,349]
office-address [764,135,940,233]
notice-fee: ಟೆಂಡರ್ ಶುಲ್ಕ :500+50 (ಹೆಚ್ಚಿನ ಮಾಹಿತಿಗಾಗಿ ನಗರಸಭೆಕಾರ್ಯಾಲಯ ಹೊಸಪೇಟೆಯಲ್ಲಿ ಕೆಲಸದ ದಿನದಂದು ಕಚೇರಿ ವೇಳೆಯಲ್ಲಿ ತಾಂತ್ರಿಕ ಶಾಖೆಯನ್ನು ಸಂಪರ್ಕಿಸಬಹುದು. ಸಾಧ್ಯವಾದಲ್ಲಿಟೆಂಡರ್ ಸ್ವೀಕರಿಸುವ ದಿನಾಂಕದಂದೇ ಹಾಜರಿರುವಟೆಂಡರ್‌ದಾರರ ಸಮ್ಮುಖದಲ್ಲಿ ಟೆಂಡರ್‌ಗಳನ್ನು ತೆರೆಯಲಾಗುವುದು ಅಥವಾ ಬೇರೆ ದಿನಾಂಕವನ್ನು ನಿಗದಿಪಡಿಸಲಾಗುವುದು. [600,1435,932,1464]
office-printer-name: ಅಪೂರ್ವ ಆಫ್‌ಸೆಟ್ ಪ್ರಿಂಟರ್ಸ್ [797,185,907,198]
column-divider [758,40,760,890]
missing1-photo-illustration [600,967,704,1071]
lead-column-1 [8,112,204,534]
weather-min: 29° [884,613,898,623]
whatsapp-label: ವಾಟ್ಸ್ ಆಫ್ ನಂ [828,494,876,504]
lead-body-col2: ನಡುವೆ ದಲ್ಲಾಳಿಗಳ ಕಾಟತಪ್ಪಿಸಲು 'ಮಂಡಿ ಕಾಯ್ದೆ' ಜಾರಿಗೊಳಿಸಿದರು ಎಂದರು. ಗ್ರಾಮೀಣ ಪ್ರದೇಶದಲ್ಲಿ ವಿದ್ಯುತೀಕರಣ ಪಟ್ವಾರಿ ಪದ್ಧತಿಯ ನಿಷೇಧ, ಸಣ್ಣ ನೀರಾವರಿ ಪದ್ಧತಿ ಯೋಜನೆ ಅನುಷ್ಠಾನ, ನಬಾರ್ಡ್ ಬ್ಯಾಂಕ್ ಸ್ಥಾಪಿಸಿ, ಕೃಷಿ ಸಾಲ ಯೋಜನೆ ಅನುಷ್ಠಾನ, ಗ್ರಾಮೀಣ ಅಭಿವೃದ್ಧಿಯೋಜನೆಗಳಿಗೆ ಒತ್ತು, ತಳಿಗಳ ರಕ್ಷಣೆ ಹಾಗೂ ರೈತರ ಹಕ್ಕುಗಳ ಸ್ಥಾಪನೆ, ಕೃಷಿ ಕ್ಲಿನಿಕ್ ಹಾಗೂ ಕೃಷಿ ಉದ್ಯೋಗ ಕೇಂದ್ರ ಸ್ಥಾಪನೆ, ಕೃಷಿ ತಂತ್ರಜ್ಞಾನ ವಿಸ್ತರಣೆಗೆ ಆದ್ಯತೆ, ಗ್ರಾಮೀಣ ಪ್ರದೇಶದಲ್ಲಿ ಗೋದಾಮುಗಳ ಸ್ಥಾಪನೆಯ ಅನುಷ್ಠಾನ, ಮೂರುವರೆ ಎಕರೆ ಜಮೀನು ಇರುವ ರೈತರಿಗೆ ಕಂದಾಯ ಕಟ್ಟುವಲ್ಲಿ ವಿನಾಯಿತಿ ಮುಂತಾದವುಗಳನ್ನು ಜಾರಿಗೊಳಿಸಿದರು ಎಂದು ಹೇಳಿದರು. ತೋಟಗಾರಿಕೆ ಇಲಾಖೆ ಜಂಟಿ ನಿರ್ದೇಶಕ ಕೃಷ್ಣ ಉಕ್ಕುಂದ ಅವರು ಮಾತನಾಡಿ, ತೋಟಗಾರಿಕೆ ಒಂದು ಉತ್ತಮ ಆದಾಯ ತರುವ ಕೃಷಿ ಪದ್ಧತಿಯಾಗಿದ್ದು, ರೈತರು ನಿರಂತರ ಆದಾಯ ಹಾಗೂ ಆರೋಗ್ಯವನ್ನು ಪಡೆದುಕೊಳ್ಳಲು ತೋಟಗಾರಿಕೆಯಲ್ಲಿ ತೊಡಗಿಸಿಕೊಳ್ಳಬೇಕೆಂದು ಕರೆ ನೀಡುತ್ತಾ ಇಲಾಖೆಯಲ್ಲಿ ಲಭ್ಯವಿರುವ ಹನಿ ನೀರಾವರಿ ಹಾಗೂ ಇತರ ಯೋಜನೆಗಳ ಬಗ್ಗೆ ಮಾಹಿತಿ ನೀಡಿದರು. ಕೃಷಿ ಇಲಾಖೆ ಉಪ ನಿರ್ದೇಶಕ ಸಿದ್ದೇಶ್ವರ ಅವರು ಮಾತನಾಡಿ, ರೈತರಿಗಾಗಿ ದುಡಿದ ಚೌದರಿ ಚರಣಸಿಂಗ್ ರವರು 28ನೇ ಜುಲೈ 1979ರಲ್ಲಿ ದೇಶದ 5ನೇ ಪ್ರಧಾನಮಂತ್ರಿಯಾಗಿ ಪ್ರಮಾಣ ಸ್ವೀಕರಿಸಿದ್ದರು. ಅವರು ಮೇ 29, 1987ರಲ್ಲಿ ನಿಧನರಾದರು. ಇಂತಹ ಮಹಾನ್ [204,301,382,634]
column-divider [473,886,475,1496]
sidebar [762,40,942,888]
excise-body-col1: ಕೊಪ್ಪಳ : ಅಬಕಾರಿ ಇಲಾಖೆಯಲ್ಲಿ ಭಾರತೀಯ ಮದ್ಯ ಅಥವಾ ವಿದೇಶ ಮದ್ಯ ಅಥವಾ ಎರಡನ್ನೂ ಮಾರಾಟ ಮಾಡಲು ಇ-ಹರಾಜು ನಡೆಸುತ್ತಿದ್ದು, ಬಿಡ್‌ಗಳನ್ನು ಆಹ್ವಾನಿಸಿದೆ. ಅಬಕಾರಿ ಇಲಾಖೆ ಭಾರತೀಯ ಮದ್ಯ ಅಥವಾ ವಿದೇಶ ಮದ್ಯ ಅಥವಾ ಎರಡನ್ನೂ ಮಾರಾಟ ಮಾಡಲು ಯಶಸ್ವಿ ಹೆಚ್-1 ಬಿಡ್‌ಗಳಿಗೆ ಸಿ.ಎಲ್-2ಎ ಮತ್ತು ಸಿ.ಎಲ್-9ಎ ನಮೂನೆಗಳಲ್ಲಿ ಖಾಲಿ ಅಥವಾ ಲಭ್ಯವಿರುವ ಅಬಕಾರಿ ಸನ್ನದು ನೀಡಲು ಬಿಡ್‌ದಾರರಿಂದ ಬಿಡ್‌ಗಳನ್ನು ಆಹ್ವಾನಿಸಿದೆ. ಈ ಪ್ರಕ್ರಿಯೆಯು ಇ-ಹರಾಜು ವೆಬ್‌ಸೈಟ್ https://www.msicecom [14,1335,182,1453]
office-label: ಕಚೇರಿ ವಿಳಾಸ [827,169,877,182]
food-body-col3: ಮತ್ತು ಸಿಬ್ಬಂಧಿಯವರು ಶಾಲೆಗಳಿಗೆ ಸರಬರಾಜು ಆಗುವ ಆಹಾರ ಪದಾರ್ಥಗಳ ಟೆಂಡರ್ ಮಾಡಿದ್ದು, ಗುತ್ತಿಗೆದಾರರೊಂದಿಗೆ ಕೈಜೋಡಿಸಿದ್ದಾರೆ ಎಂದು ವರದಿಯಾಗಿರುವುದು ಆಧಾರರಹಿತ ಆಪಾದನೆ ಸತ್ಯಕ್ಕೆ ದೂರವಾಗಿದ್ದು, ನೈತಿಕತೆಯನ್ನು ಕುಗ್ಗಿಸುವಂತಾಗಿದೆ. ಕೊಪ್ಪಳ ಜಿಲ್ಲೆಯಲ್ಲಿ ಕರ್ನಾಟಕ ಆಹಾರ ಮತ್ತು ನಾಗರೀಕ ಸರಬರಾಜು ನಿಗಮ ನಿಯಮಿತ ಗೋದಾಮಿನಿಂದ ಆಹಾರ ಮಾದರಿಗಳನ್ನು ಸಂಗ್ರಹಿಸಿರುವ ವಿವರ ಈ ರೀತಿಯಾಗಿದ್ದು, 2023-24ನೇ ಸಾಲಿನಲ್ಲಿ 3 ಆಹಾರ ಮಾದರಿಗಳನ್ನು, 2024-25ನೇ ಸಾಲಿನಲ್ಲಿ 37 ಆಹಾರ ಮಾದರಿಗಳನ್ನು ಮತ್ತು 2025-26 ನೇ ಸಾಲಿನಲ್ಲಿ 17 ಆಹಾರ ಮಾದರಿಗಳನ್ನು ಸಂಗ್ರಹಿಸಿ ವಿಶ್ಲೇಷಣೆಗೆ ಒಳಪಡಿಸಲಾಗಿದೆ. ಅದರಂತೆ ಕೊಪ್ಪಳ ಜಿಲ್ಲೆಯಲ್ಲಿ [322,981,468,1197]
notice-intro: ಸನ್ 2025-26 ನೇ ಸಾಲಿನ ಹೊಸಪೇಟೆ ನಗರಸಭೆ ನಿಧಿಯಿಂದ ಈ ಕೆಳಗಿನ ಕಾಮಗಾರಿಯನ್ನು,ಕರ್ನಾಟಕ ಲೋಕೋಪಯೋಗಿ ಇಲಾಖೆಯಲ್ಲಿ (ಇ-ಪ್ರೊಕ್ಯೂರ್‌ಮೆಂಟ್) ಸಕ್ತ ದರ್ಜೆಗುತ್ತಿಗೆದಾರರಿಂದಟೆಂಡರ್‌ನ್ನುಆಹ್ವಾನಿಸಲಾಗಿದೆ. ವಿದ್ಯುನ್ಮಾನ ಗುತ್ತಿಗೆದಾರರುಟೆಂಡರ್‌ನಲ್ಲಿ ಭಾಗವಹಿಸಬಹುದು. [600,1331,932,1350]
weather-city-row: ಗುರು : ಗರಿಷ್ಠ : 40° , ಕನಿಷ್ಠ : 32° [767,651,901,661]
weather-min-label: ಕನಿಷ್ಠ [856,599,873,609]
excise-headline-line2-red: ಇ-ಹರಾಜು: [82,1294,175,1319]
missing1-photo [598,965,706,1073]
column-divider [710,886,711,1266]
notice-item-1: 1.ಖಾಲಿ ಟೆಂಡರ್ ಫಾರಂಗಳನ್ನು ಸಲ್ಲಿಸಲು ಕೊನೆಯ ದಿನಾಂಕ : 26-12-2025 ಸಾಯಂಕಾಲ 4.10 ಕ್ಕೆ. [600,1351,822,1360]
weather-max: 41° [825,613,840,623]
notice-reference [597,1304,935,1315]
food-body-col1: ಕೊಪ್ಪಳ : ಶಾಲೆಗಳಿಗೆ ಪಡಿತರ ಸರಬರಾಜು ಟೆಂಡರ್‌ನಲ್ಲಿ ಆಹಾರ ಸುರಕ್ಷತೆ ಇಲಾಖೆಯ ಅಧಿಕಾರಿಗಳು ಭಾಗವಹಿಸಿರುವುದಿಲ್ಲವೆಂದು ಕೊಪ್ಪಳ ಆಹಾರ ಸುರಕ್ಷತೆ ಮತ್ತು ಔಷಧ ಆಡಳಿತದ ಅಂಕಿತ ಅಧಿಕಾರಿಗಳು ಸ್ಪಷ್ಟೀಕರಣ ನೀಡಿದ್ದಾರೆ. ಕೊಪ್ಪಳ ಜಿಲ್ಲೆಯಲ್ಲಿ ಕೆಲವು ದಿನ ಪತ್ರಿಕೆಗಳಲ್ಲಿ ಬಿಸಿಯೂಟದಲ್ಲಿ ಹುಳುಗಳ ಕುರಿತು ಕೊಪ್ಪಳ ಜಿಲ್ಲೆಯ ಆಹಾರ ಸುರಕ್ಷತೆ ಇಲಾಖೆ ಕಾರಣರಾಗಿದ್ದಾರೆ ಮತ್ತು ಶಾಲೆಗಳಿಗೆ ಸರಬರಾಜು ಆಗುವ ಪಡಿತರದ ಟೆಂಡರ್‌ನಲ್ಲಿ ಕೊಪ್ಪಳ ಜಿಲ್ಲೆಯ ಆಹಾರ ಸುರಕ್ಷತೆ ಇಲಾಖೆ ಭಾಗವಹಿಸಿ ಗುತ್ತಿಗೆದಾರರೊಂದಿಗೆ ಸಂಪರ್ಕ ಬೆಳೆಸಿ ಕಳಪೆ ಪಡಿತರ ವಿತರಣೆಗೆ ಕಾರಣರಾಗಿರುತ್ತಾರೆ ಎಂದು ವರದಿಯಾಗಿರುತ್ತದೆ. ಆದರೆ, ಕರ್ನಾಟಕ ಆಹಾರ ಮತ್ತು ನಾಗರೀಕ ಸರಬರಾಜು ನಿಗಮ ನಿಯಮಿತ ಗೋದಾಮು ಸರ್ಕಾರಿ [14,981,162,1211]
sig-mid-2: ಸಿಡಿಪಿಓ/ಆರ್.ಓ.ಸಂಖ್ಯೆ/411 [751,1477,816,1486]
weather-day: ಗುರು [767,651,784,661]
notice-signatures [597,1476,935,1486]
write-heading: 'ನೀವು ಬರೆಯಿರಿ' [802,403,902,424]
missing2-body-beside-photo: ಕೊಪ್ಪಳ : ಎರಡೂವರೆ ವರ್ಷದ ಹಿಂದೆ ಬೆಂಗಳೂರಿಗೆ ಅಡುಗೆ ಭಟ್ಟನಾಗಿ ಕೆಲಸಕ್ಕೆ ತೆರಳಿದ್ದ ಕುಕನೂರು ತಾಲ್ಲೂಕಿನ ಬಿನ್ನಾಳ ಗ್ರಾಮದ ಪಕ್ಕೀರಪ್ಪ ಬಸಪ್ಪ ಹೊಸಳ್ಳಿ ಎಂಬ 33 ವರ್ಷದ ವ್ಯಕ್ತಿಯು 8 ತಿಂಗಳುಗಳಿಂದ ಕುಟುಂಬದ ಸಂಪರ್ಕಕ್ಕೂ ಸಿಗದೆ ನಾಪತ್ತೆಯಾಗಿದ್ದು, ಈ ಬಗ್ಗೆ ಕುಕನೂರು ಪೊಲೀಸ್ ಠಾಣಾ ವ್ಯಾಪ್ತಿಯಲ್ಲಿ ಗುನ್ನೆ ನಂ: [714,913,824,1017]
lead-headline-blue: ಕೃಷಿ ವಿಸ್ತರಣಾ ಶಿಕ್ಷಣ ಕೇಂದ್ರದಲ್ಲಿ ರಾಷ್ಟ್ರೀಯ ರೈತ ದಿನಾಚರಣೆ: [17,56,559,87]
whatsapp-number-2[interactable]: 99802 81752 [810,530,894,547]
epaper-promo [764,42,940,135]
notice-signatures [597,1466,935,1476]
missing2-photo-illustration [828,916,940,1042]
food-headline-line2 [10,928,470,960]
weather-day: ಗುರು [767,599,784,609]
weather-city: ಹೊಸಪೇಟೆ [764,628,940,646]
weather-row: ಗುರು : ಗರಿಷ್ಠ : 40° , ಕನಿಷ್ಠ : 29° [767,599,901,609]
notice-body [597,1329,935,1466]
food-headline-line2-blue: ಸ್ಪಷ್ಟೀಕರಣ [342,932,412,956]
